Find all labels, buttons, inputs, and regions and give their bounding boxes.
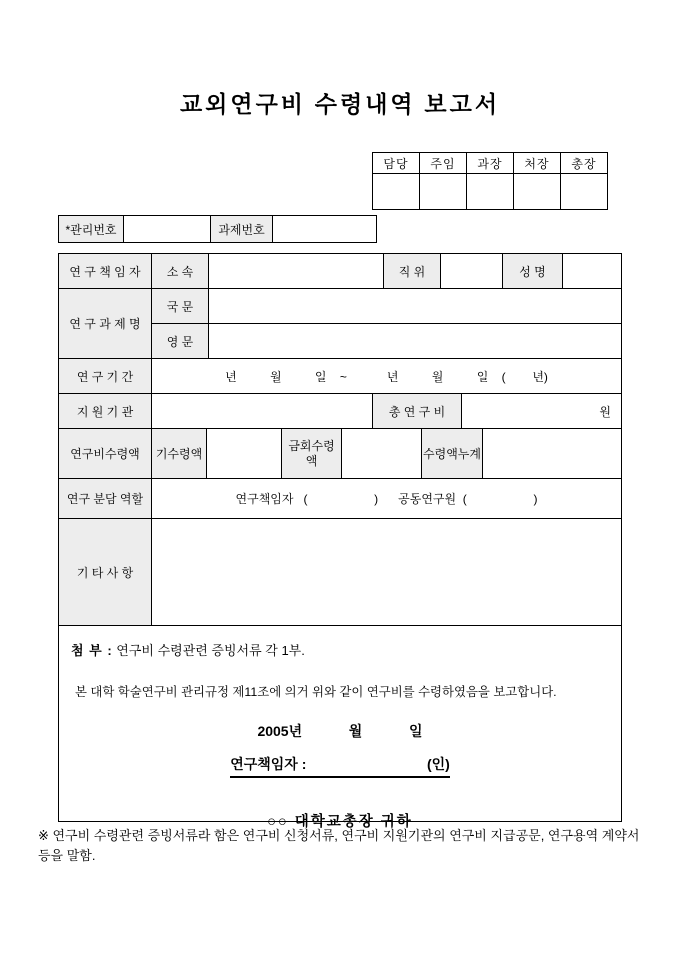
approval-col-juim: 주임 [420,153,467,174]
english-title-label: 영 문 [152,324,209,358]
agency-value [152,394,373,428]
name-label: 성 명 [503,254,563,288]
addressee-line: ○○ 대학교총장 귀하 [267,814,413,830]
period-label: 연 구 기 간 [59,359,152,393]
current-received-label: 금회수령액 [282,429,342,478]
attachment-text: 연구비 수령관련 증빙서류 각 1부. [116,643,305,658]
management-number-value [124,216,211,242]
document-title: 교외연구비 수령내역 보고서 [179,92,501,117]
id-number-strip [58,215,377,243]
signature-line [69,754,611,778]
total-fund-label: 총 연 구 비 [373,394,462,428]
approval-sign-cell [514,174,561,210]
approval-col-chongjang: 총장 [561,153,608,174]
position-label: 직 위 [384,254,441,288]
approval-col-damdang: 담당 [373,153,420,174]
approval-sign-cell [373,174,420,210]
subrow-english-title [152,324,621,358]
name-value [563,254,621,288]
row-research-period [59,359,621,394]
signer-underline: 연구책임자 : (인) [230,754,450,778]
prev-received-label: 기수령액 [152,429,207,478]
attachment-label: 첨 부 : [71,643,113,658]
affiliation-label: 소 속 [152,254,209,288]
task-number-label: 과제번호 [211,216,273,242]
cumulative-label: 수령액누계 [422,429,483,478]
approval-sign-cell [420,174,467,210]
approval-col-gwajang: 과장 [467,153,514,174]
project-title-label: 연 구 과 제 명 [59,289,152,358]
statement-section [59,626,621,830]
row-project-title [59,289,621,359]
role-label: 연구 분담 역할 [59,479,152,518]
row-principal-investigator [59,254,621,289]
prev-received-value [207,429,282,478]
management-number-label: *관리번호 [59,216,124,242]
total-fund-unit: 원 [599,404,611,419]
report-statement: 본 대학 학술연구비 관리규정 제11조에 의거 위와 같이 연구비를 수령하였음을 보고합니다. [75,685,557,699]
affiliation-value [209,254,384,288]
etc-value [152,519,621,625]
report-form-table [58,253,622,830]
attachment-line [71,640,611,659]
korean-title-label: 국 문 [152,289,209,323]
english-title-value [209,324,621,358]
approval-col-cheojang: 처장 [514,153,561,174]
task-number-value [273,216,376,242]
row-other-remarks [59,519,621,626]
role-value: 연구책임자 ( ) 공동연구원 ( ) [235,492,538,506]
row-received-amounts [59,429,621,479]
current-received-value [342,429,422,478]
agency-label: 지 원 기 관 [59,394,152,428]
cumulative-value [483,429,621,478]
pi-label: 연 구 책 임 자 [59,254,152,288]
row-agency-fund [59,394,621,429]
footnote: ※ 연구비 수령관련 증빙서류라 함은 연구비 신청서류, 연구비 지원기관의 연구비 지급공문, 연구용역 계약서 등을 말함. [38,828,640,864]
position-value [441,254,503,288]
subrow-korean-title [152,289,621,324]
approval-sign-cell [467,174,514,210]
date-line: 2005년 월 일 [257,723,423,739]
approval-sign-cell [561,174,608,210]
row-role-division [59,479,621,519]
period-value: 년 월 일 ~ 년 월 일 ( 년) [225,369,548,384]
received-label: 연구비수령액 [59,429,152,478]
korean-title-value [209,289,621,323]
approval-table [372,152,608,210]
etc-label: 기 타 사 항 [59,519,152,625]
